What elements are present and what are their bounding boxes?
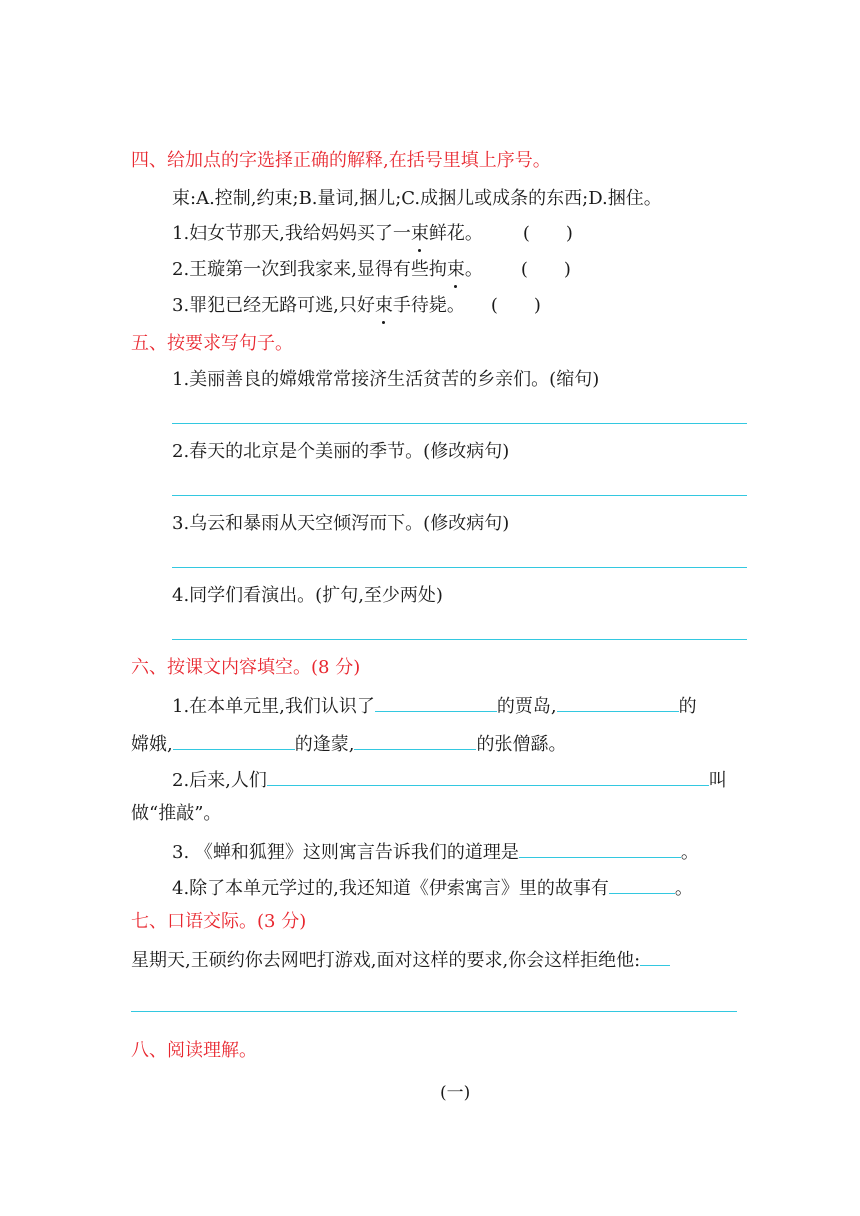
section-6-question-3: [172, 838, 699, 865]
section-8-heading: 八、阅读理解。: [131, 1040, 257, 1061]
question-text: 的: [678, 696, 697, 717]
answer-parentheses[interactable]: ( ): [490, 295, 541, 316]
section-6-question-1-cont: [131, 730, 566, 757]
answer-parentheses[interactable]: ( ): [520, 259, 571, 280]
answer-parentheses[interactable]: ( ): [522, 223, 573, 244]
dotted-char: 束: [410, 223, 429, 244]
question-text: 的贾岛,: [496, 696, 557, 717]
question-text: 2.王璇第一次到我家来,显得有些拘: [172, 259, 447, 280]
fill-blank[interactable]: [173, 730, 295, 750]
question-text: 3. 《蝉和狐狸》这则寓言告诉我们的道理是: [172, 842, 519, 863]
question-text: 1.妇女节那天,我给妈妈买了一: [172, 223, 411, 244]
section-6-question-2-cont: 做“推敲”。: [131, 803, 222, 824]
section-6-heading: 六、按课文内容填空。(8 分): [131, 657, 361, 678]
question-text: 。: [464, 259, 483, 280]
question-text: 嫦娥,: [131, 734, 173, 755]
reading-part-label: (一): [440, 1083, 471, 1103]
question-text: 手待毙。: [392, 295, 465, 316]
section-5-question-4: 4.同学们看演出。(扩句,至少两处): [172, 585, 443, 606]
section-6-question-1: [172, 692, 697, 719]
question-text: 的张僧繇。: [476, 734, 567, 755]
question-text: 的逢蒙,: [294, 734, 355, 755]
question-text: 4.除了本单元学过的,我还知道《伊索寓言》里的故事有: [172, 878, 609, 899]
question-text: 。: [674, 878, 693, 899]
section-6-question-2: [172, 766, 727, 793]
fill-blank[interactable]: [519, 838, 681, 858]
answer-line[interactable]: [172, 423, 747, 424]
section-7-prompt: [131, 946, 670, 973]
fill-blank[interactable]: [557, 692, 679, 712]
fill-blank[interactable]: [640, 946, 670, 966]
question-text: 2.后来,人们: [172, 770, 267, 791]
section-4-options: 束:A.控制,约束;B.量词,捆儿;C.成捆儿或成条的东西;D.捆住。: [172, 188, 662, 209]
question-text: 鲜花。: [428, 223, 483, 244]
section-7-heading: 七、口语交际。(3 分): [131, 911, 307, 932]
section-5-question-1: 1.美丽善良的嫦娥常常接济生活贫苦的乡亲们。(缩句): [172, 369, 600, 390]
section-4-heading: 四、给加点的字选择正确的解释,在括号里填上序号。: [131, 150, 551, 171]
question-text: 1.在本单元里,我们认识了: [172, 696, 375, 717]
section-4-question-1: [172, 222, 573, 246]
answer-line[interactable]: [172, 639, 747, 640]
section-4-question-3: [172, 294, 541, 318]
answer-line[interactable]: [172, 495, 747, 496]
fill-blank[interactable]: [267, 766, 709, 786]
section-5-question-3: 3.乌云和暴雨从天空倾泻而下。(修改病句): [172, 513, 510, 534]
answer-line[interactable]: [172, 567, 747, 568]
section-5-question-2: 2.春天的北京是个美丽的季节。(修改病句): [172, 441, 510, 462]
fill-blank[interactable]: [354, 730, 476, 750]
fill-blank[interactable]: [375, 692, 497, 712]
fill-blank[interactable]: [609, 874, 675, 894]
dotted-char: 束: [374, 295, 393, 316]
question-text: 星期天,王硕约你去网吧打游戏,面对这样的要求,你会这样拒绝他:: [131, 950, 641, 971]
section-6-question-4: [172, 874, 693, 901]
question-text: 。: [680, 842, 699, 863]
section-4-question-2: [172, 258, 571, 282]
dotted-char: 束: [446, 259, 465, 280]
answer-line[interactable]: [131, 1011, 737, 1012]
question-text: 叫: [708, 770, 727, 791]
question-text: 3.罪犯已经无路可逃,只好: [172, 295, 375, 316]
section-5-heading: 五、按要求写句子。: [131, 333, 293, 354]
